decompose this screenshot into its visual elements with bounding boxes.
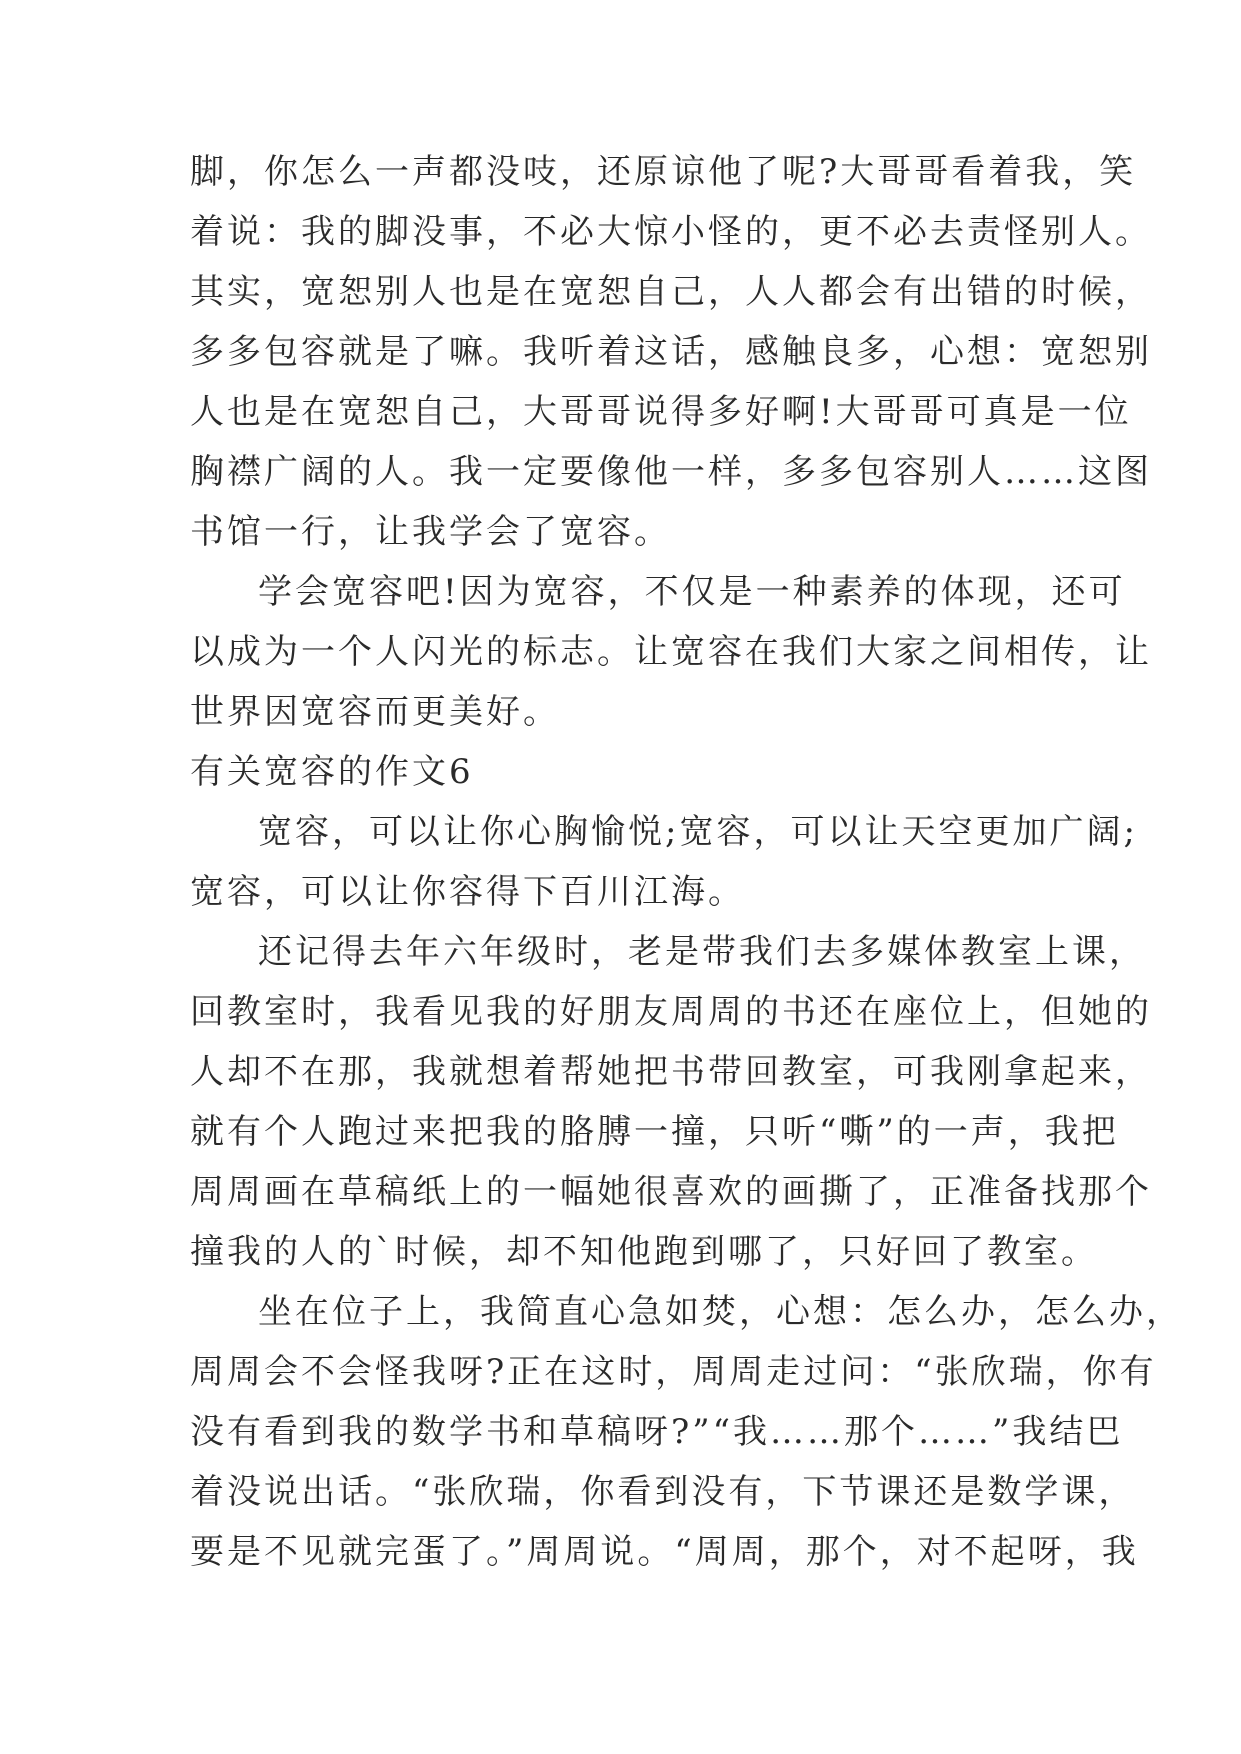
text-line: 胸襟广阔的人。我一定要像他一样，多多包容别人……这图 [190, 452, 1152, 492]
text-line: 着没说出话。“张欣瑞，你看到没有，下节课还是数学课， [190, 1472, 1136, 1512]
text-line: 学会宽容吧!因为宽容，不仅是一种素养的体现，还可 [258, 572, 1126, 612]
text-line: 就有个人跑过来把我的胳膊一撞，只听“嘶”的一声，我把 [190, 1112, 1119, 1152]
text-line: 世界因宽容而更美好。 [190, 692, 560, 732]
text-line: 以成为一个人闪光的标志。让宽容在我们大家之间相传，让 [190, 632, 1152, 672]
text-line: 回教室时，我看见我的好朋友周周的书还在座位上，但她的 [190, 992, 1152, 1032]
paragraph-1 [190, 142, 1152, 562]
text-line: 还记得去年六年级时，老是带我们去多媒体教室上课， [258, 932, 1146, 972]
text-line: 宽容，可以让你容得下百川江海。 [190, 872, 745, 912]
text-line: 撞我的人的`时候，却不知他跑到哪了，只好回了教室。 [190, 1232, 1098, 1272]
paragraph-2 [190, 562, 1152, 742]
text-line: 其实，宽恕别人也是在宽恕自己，人人都会有出错的时候， [190, 272, 1152, 312]
paragraph-4 [190, 922, 1152, 1282]
text-line: 着说：我的脚没事，不必大惊小怪的，更不必去责怪别人。 [190, 212, 1152, 252]
text-line: 书馆一行，让我学会了宽容。 [190, 512, 671, 552]
text-line: 人也是在宽恕自己，大哥哥说得多好啊!大哥哥可真是一位 [190, 392, 1132, 432]
essay-heading: 有关宽容的作文6 [190, 752, 474, 792]
text-line: 宽容，可以让你心胸愉悦;宽容，可以让天空更加广阔; [258, 812, 1138, 852]
text-line: 周周画在草稿纸上的一幅她很喜欢的画撕了，正准备找那个 [190, 1172, 1152, 1212]
text-line: 没有看到我的数学书和草稿呀?”“我……那个……”我结巴 [190, 1412, 1124, 1452]
text-line: 坐在位子上，我简直心急如焚，心想：怎么办，怎么办， [258, 1292, 1183, 1332]
paragraph-5 [190, 1282, 1183, 1582]
paragraph-3 [190, 802, 1138, 922]
text-line: 人却不在那，我就想着帮她把书带回教室，可我刚拿起来， [190, 1052, 1152, 1092]
text-line: 脚，你怎么一声都没吱，还原谅他了呢?大哥哥看着我，笑 [190, 152, 1137, 192]
text-line: 多多包容就是了嘛。我听着这话，感触良多，心想：宽恕别 [190, 332, 1152, 372]
text-line: 周周会不会怪我呀?正在这时，周周走过问：“张欣瑞，你有 [190, 1352, 1157, 1392]
text-line: 要是不见就完蛋了。”周周说。“周周，那个，对不起呀，我 [190, 1532, 1139, 1572]
